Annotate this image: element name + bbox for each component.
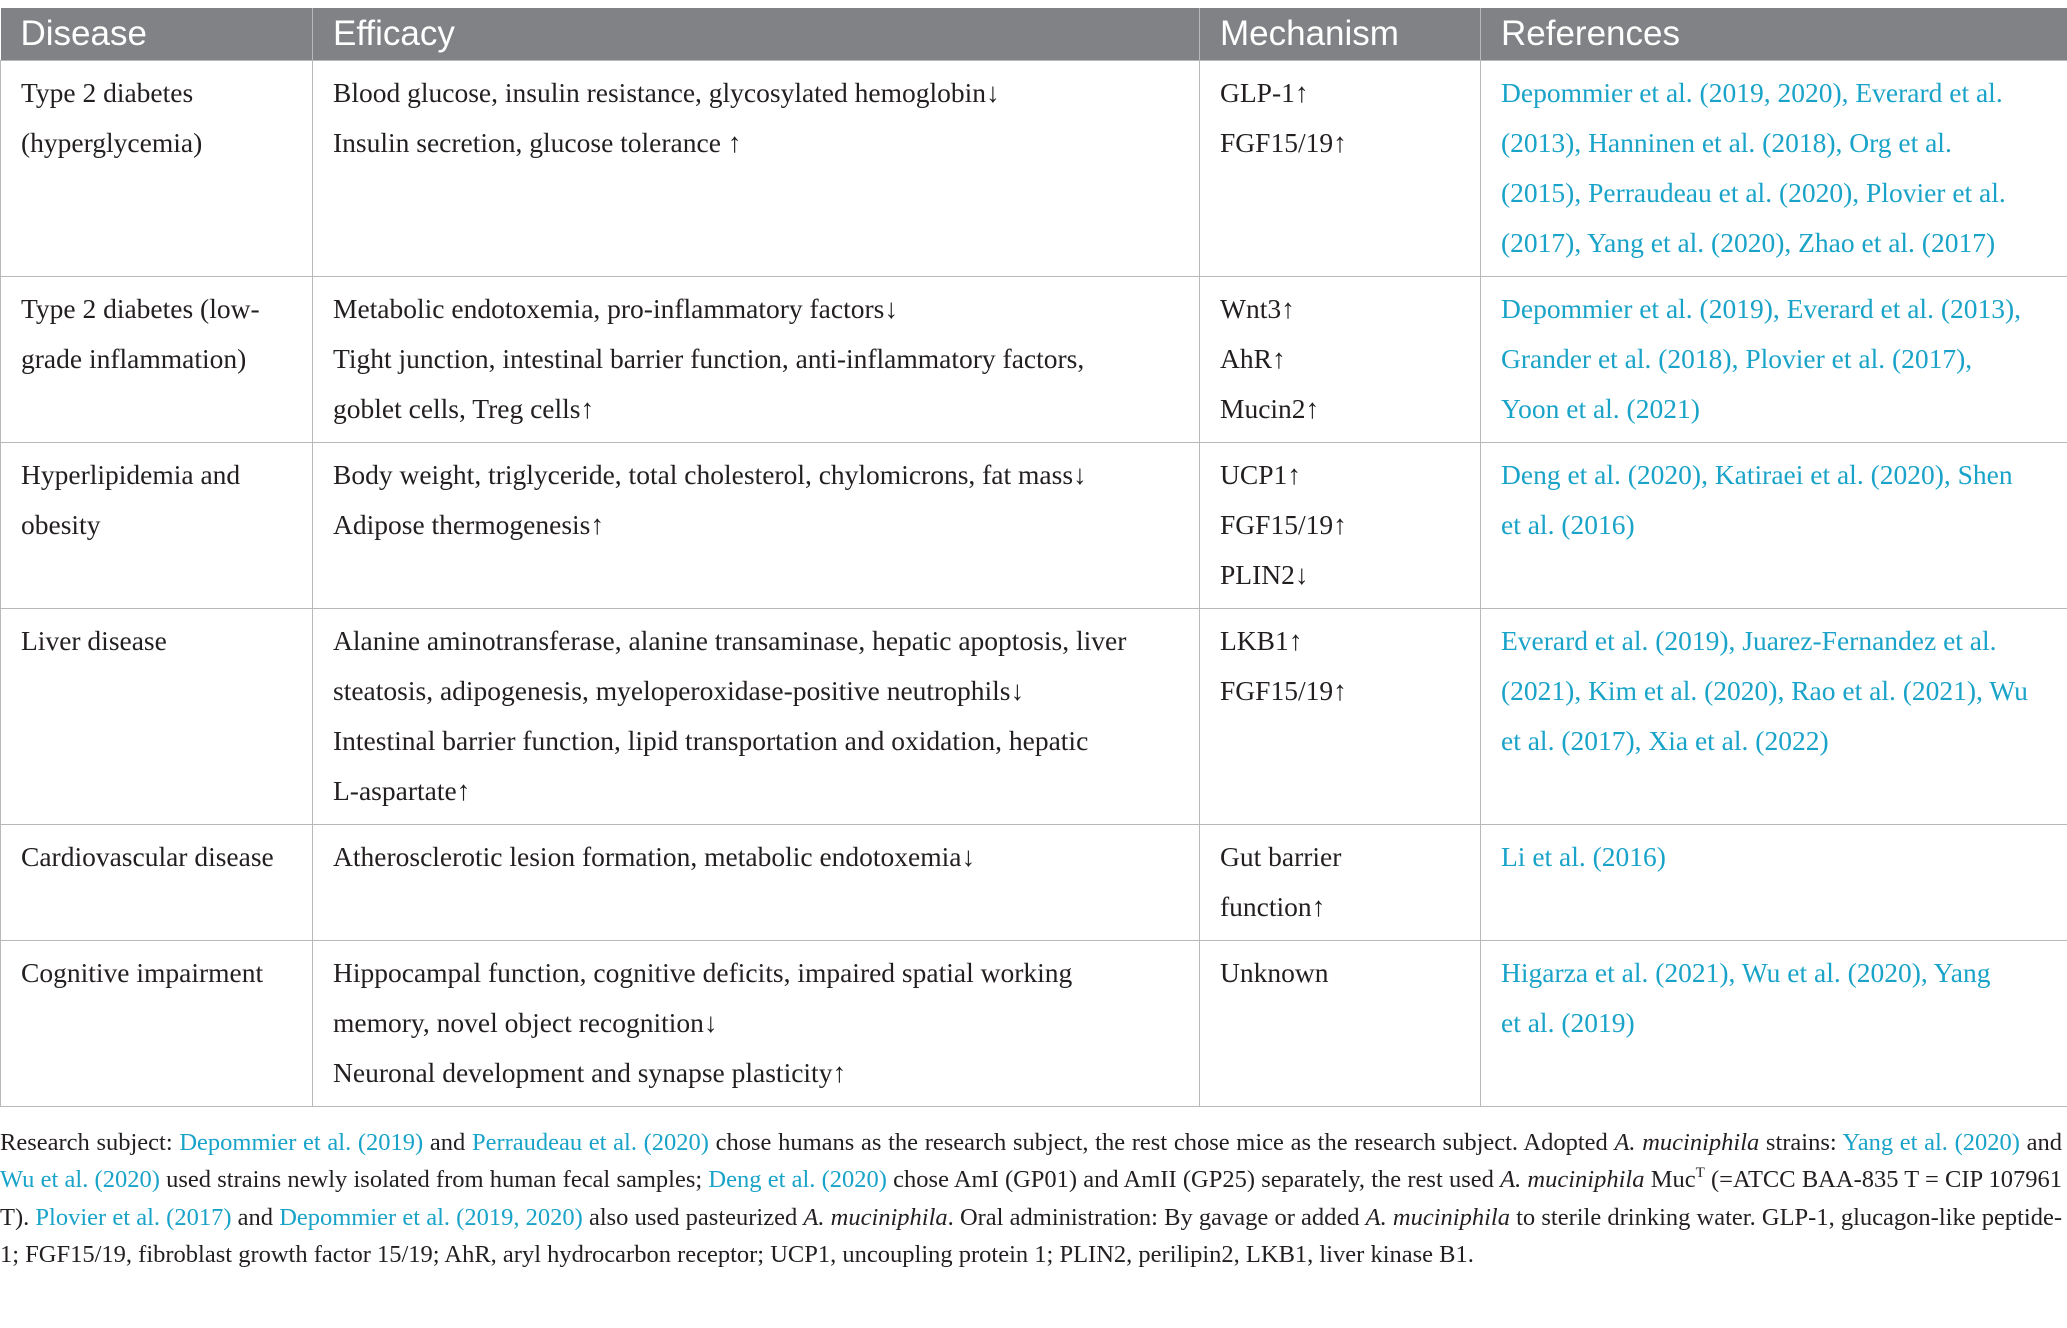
superscript: T [1695, 1165, 1705, 1182]
footnote-text: used strains newly isolated from human fecal samples; [159, 1166, 709, 1194]
footnote-text: and [423, 1129, 472, 1156]
table-footnote [0, 1124, 2062, 1274]
mechanism-line: Unknown [1220, 957, 1329, 988]
disease-line: (hyperglycemia) [21, 127, 203, 158]
efficacy-cell [313, 277, 1200, 443]
disease-cell [1, 61, 313, 277]
footnote-reference-link[interactable]: Yang et al. (2020) [1842, 1129, 2020, 1156]
efficacy-cell [313, 443, 1200, 609]
efficacy-line: Tight junction, intestinal barrier function, anti-inflammatory factors, [333, 343, 1085, 374]
header-disease: Disease [1, 8, 313, 61]
footnote-text: Muc [1644, 1166, 1696, 1194]
footnote-text: chose AmI (GP01) and AmII (GP25) separately, the rest used [886, 1166, 1501, 1194]
efficacy-line: goblet cells, Treg cells↑ [333, 393, 595, 424]
header-row [1, 8, 2067, 61]
footnote-reference-link[interactable]: Deng et al. (2020) [708, 1166, 887, 1194]
footnote-text: . Oral administration: By gavage or added [947, 1203, 1366, 1231]
disease-cell [1, 941, 313, 1107]
mechanism-line: GLP-1↑ [1220, 77, 1309, 108]
reference-link[interactable]: Grander et al. (2018), Plovier et al. (2017), [1501, 343, 1973, 374]
references-cell [1481, 941, 2067, 1107]
mechanism-line: UCP1↑ [1220, 459, 1301, 490]
efficacy-line: steatosis, adipogenesis, myeloperoxidase-positive neutrophils↓ [333, 675, 1025, 706]
mechanism-line: AhR↑ [1220, 343, 1286, 374]
disease-cell [1, 277, 313, 443]
disease-cell [1, 443, 313, 609]
table-row [1, 277, 2067, 443]
table-row [1, 443, 2067, 609]
footnote-reference-link[interactable]: Depommier et al. (2019) [179, 1129, 424, 1156]
efficacy-cell [313, 941, 1200, 1107]
disease-line: Cardiovascular disease [21, 841, 274, 872]
disease-line: Type 2 diabetes [21, 77, 194, 108]
reference-link[interactable]: et al. (2019) [1501, 1007, 1635, 1038]
footnote-reference-link[interactable]: Wu et al. (2020) [0, 1166, 160, 1194]
reference-link[interactable]: Depommier et al. (2019, 2020), Everard et al. [1501, 77, 2003, 108]
mechanism-cell [1200, 941, 1481, 1107]
footnote-text: and [231, 1203, 280, 1231]
footnote-text: (=ATCC BAA-835 T = CIP 107961 T). [0, 1166, 2062, 1231]
mechanism-line: PLIN2↓ [1220, 559, 1309, 590]
mechanism-cell [1200, 609, 1481, 825]
disease-cell [1, 825, 313, 941]
disease-line: Cognitive impairment [21, 957, 264, 988]
reference-link[interactable]: et al. (2016) [1501, 509, 1635, 540]
reference-link[interactable]: (2013), Hanninen et al. (2018), Org et al. [1501, 127, 1952, 158]
header-mechanism: Mechanism [1200, 8, 1481, 61]
species-name: A. muciniphila [1365, 1203, 1510, 1231]
footnote-text: strains: [1759, 1129, 1843, 1156]
efficacy-line: L-aspartate↑ [333, 775, 471, 806]
mechanism-line: Mucin2↑ [1220, 393, 1320, 424]
mechanism-line: Wnt3↑ [1220, 293, 1295, 324]
mechanism-line: LKB1↑ [1220, 625, 1303, 656]
species-name: A. muciniphila [1614, 1129, 1760, 1156]
disease-cell [1, 609, 313, 825]
efficacy-line: Alanine aminotransferase, alanine transaminase, hepatic apoptosis, liver [333, 625, 1127, 656]
efficacy-line: Body weight, triglyceride, total cholesterol, chylomicrons, fat mass↓ [333, 459, 1087, 490]
efficacy-line: memory, novel object recognition↓ [333, 1007, 718, 1038]
efficacy-line: Intestinal barrier function, lipid transportation and oxidation, hepatic [333, 725, 1089, 756]
references-cell [1481, 825, 2067, 941]
mechanism-cell [1200, 61, 1481, 277]
footnote-text: also used pasteurized [582, 1203, 804, 1231]
efficacy-line: Adipose thermogenesis↑ [333, 509, 605, 540]
disease-line: obesity [21, 509, 101, 540]
mechanism-cell [1200, 277, 1481, 443]
references-cell [1481, 609, 2067, 825]
reference-link[interactable]: Higarza et al. (2021), Wu et al. (2020), Yang [1501, 957, 1991, 988]
efficacy-cell [313, 61, 1200, 277]
disease-line: grade inflammation) [21, 343, 247, 374]
reference-link[interactable]: (2015), Perraudeau et al. (2020), Plovier et al. [1501, 177, 2006, 208]
reference-link[interactable]: (2021), Kim et al. (2020), Rao et al. (2021), Wu [1501, 675, 2028, 706]
footnote-reference-link[interactable]: Depommier et al. (2019, 2020) [279, 1203, 583, 1231]
efficacy-line: Insulin secretion, glucose tolerance ↑ [333, 127, 742, 158]
reference-link[interactable]: Yoon et al. (2021) [1501, 393, 1700, 424]
mechanism-line: Gut barrier [1220, 841, 1342, 872]
footnote-text: and [2019, 1129, 2062, 1156]
mechanism-line: FGF15/19↑ [1220, 509, 1347, 540]
references-cell [1481, 443, 2067, 609]
footnote-text: to sterile drinking water. GLP-1, glucagon-like peptide-1; FGF15/19, fibroblast growth factor 15/19; AhR, aryl hydrocarbon receptor; UCP1, uncoupling protein 1; PLIN2, perilipin2, LKB1, liver kinase B1. [0, 1203, 2063, 1269]
footnote-reference-link[interactable]: Plovier et al. (2017) [35, 1203, 232, 1231]
footnote-text: Research subject: [0, 1129, 180, 1156]
references-cell [1481, 277, 2067, 443]
disease-line: Hyperlipidemia and [21, 459, 241, 490]
species-name: A. muciniphila [803, 1203, 948, 1231]
efficacy-line: Blood glucose, insulin resistance, glycosylated hemoglobin↓ [333, 77, 1000, 108]
mechanism-line: FGF15/19↑ [1220, 675, 1347, 706]
header-references: References [1481, 8, 2067, 61]
species-name: A. muciniphila [1500, 1166, 1645, 1194]
table-row [1, 825, 2067, 941]
reference-link[interactable]: Deng et al. (2020), Katiraei et al. (2020), Shen [1501, 459, 2013, 490]
header-efficacy: Efficacy [313, 8, 1200, 61]
disease-line: Type 2 diabetes (low- [21, 293, 260, 324]
reference-link[interactable]: Everard et al. (2019), Juarez-Fernandez et al. [1501, 625, 1997, 656]
disease-line: Liver disease [21, 625, 167, 656]
footnote-text: chose humans as the research subject, the rest chose mice as the research subject. Adopted [708, 1129, 1615, 1156]
efficacy-line: Neuronal development and synapse plasticity↑ [333, 1057, 847, 1088]
footnote-reference-link[interactable]: Perraudeau et al. (2020) [471, 1129, 709, 1156]
table-row [1, 61, 2067, 277]
table-row [1, 941, 2067, 1107]
table-row [1, 609, 2067, 825]
efficacy-line: Hippocampal function, cognitive deficits, impaired spatial working [333, 957, 1073, 988]
mechanism-cell [1200, 825, 1481, 941]
reference-link[interactable]: et al. (2017), Xia et al. (2022) [1501, 725, 1829, 756]
references-cell [1481, 61, 2067, 277]
efficacy-line: Metabolic endotoxemia, pro-inflammatory factors↓ [333, 293, 899, 324]
reference-link[interactable]: (2017), Yang et al. (2020), Zhao et al. (2017) [1501, 227, 1996, 258]
mechanism-line: function↑ [1220, 891, 1326, 922]
mechanism-cell [1200, 443, 1481, 609]
mechanism-line: FGF15/19↑ [1220, 127, 1347, 158]
efficacy-cell [313, 825, 1200, 941]
reference-link[interactable]: Depommier et al. (2019), Everard et al. (2013), [1501, 293, 2022, 324]
reference-link[interactable]: Li et al. (2016) [1501, 841, 1666, 872]
efficacy-line: Atherosclerotic lesion formation, metabolic endotoxemia↓ [333, 841, 976, 872]
efficacy-cell [313, 609, 1200, 825]
data-table [0, 8, 2067, 1107]
